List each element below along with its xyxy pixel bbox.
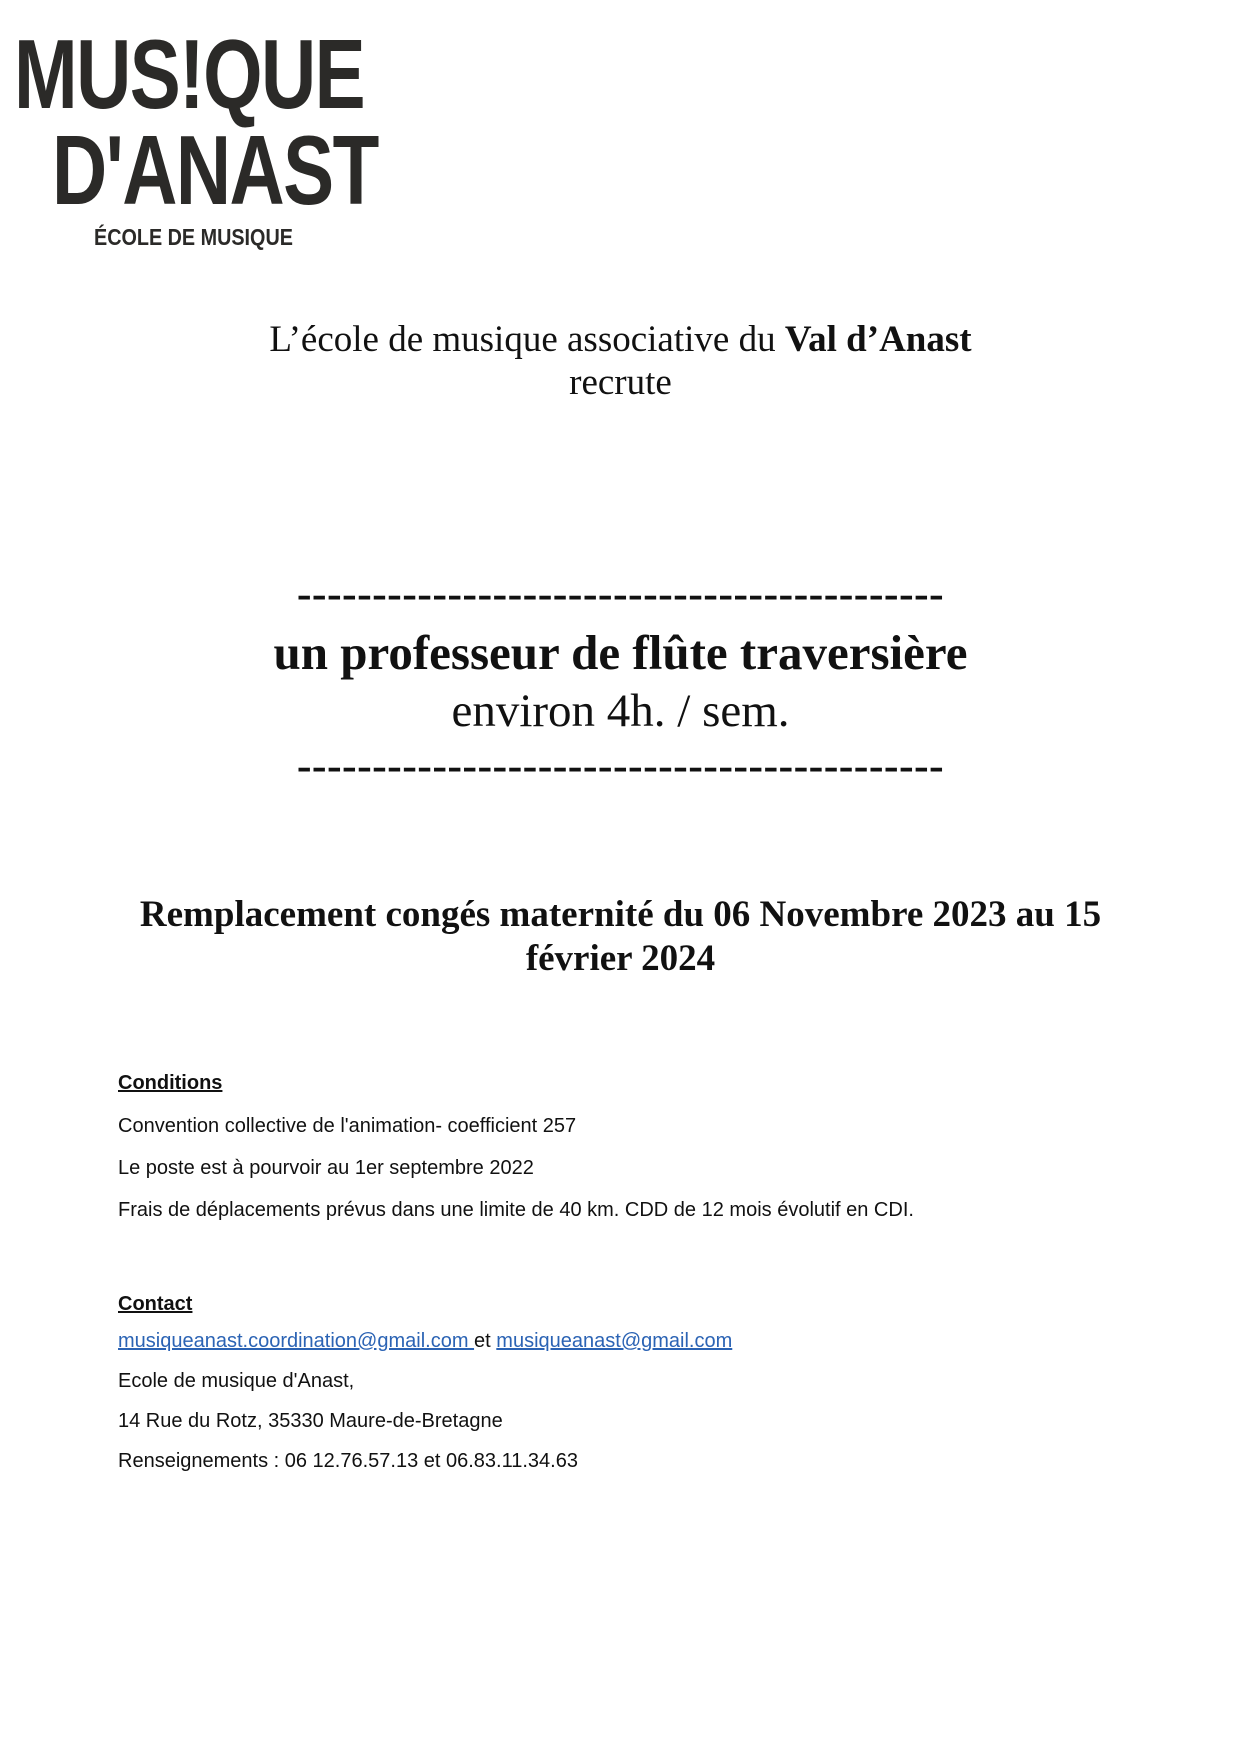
logo-line-2: D'ANAST	[52, 115, 378, 225]
job-hours: environ 4h. / sem.	[451, 685, 790, 737]
coordination-email-link[interactable]: musiqueanast.coordination@gmail.com	[118, 1330, 475, 1352]
school-name: Ecole de musique d'Anast,	[118, 1370, 355, 1392]
condition-line: Frais de déplacements prévus dans une limite de 40 km. CDD de 12 mois évolutif en CDI.	[118, 1199, 914, 1221]
intro-prefix: L’école de musique associative du	[269, 319, 785, 360]
condition-line: Le poste est à pourvoir au 1er septembre 2022	[118, 1157, 534, 1179]
replacement-period: Remplacement congés maternité du 06 Novembre 2023 au 15 février 2024	[139, 894, 1102, 979]
email-connector: et	[474, 1330, 497, 1352]
conditions-heading: Conditions	[118, 1072, 223, 1094]
logo-subtitle: ÉCOLE DE MUSIQUE	[94, 224, 293, 250]
intro-heading	[0, 318, 1241, 404]
intro-line-2: recrute	[569, 362, 672, 403]
conditions-section	[118, 1072, 1118, 1221]
condition-line: Convention collective de l'animation- coefficient 257	[118, 1115, 577, 1137]
dashes-bottom-divider: -------------------------------------------	[296, 741, 945, 790]
school-logo	[14, 19, 378, 251]
contact-section	[118, 1293, 1118, 1472]
logo-line-1: MUS!QUE	[14, 19, 365, 129]
contact-phones: Renseignements : 06 12.76.57.13 et 06.83.11.34.63	[118, 1450, 578, 1472]
contact-emails	[118, 1330, 1118, 1352]
main-email-link[interactable]: musiqueanast@gmail.com	[496, 1330, 733, 1352]
school-address: 14 Rue du Rotz, 35330 Maure-de-Bretagne	[118, 1410, 503, 1432]
job-title: un professeur de flûte traversière	[273, 625, 968, 680]
contact-heading: Contact	[118, 1293, 193, 1315]
intro-bold-place: Val d’Anast	[784, 319, 972, 360]
dashes-top-divider: -------------------------------------------	[296, 569, 945, 618]
